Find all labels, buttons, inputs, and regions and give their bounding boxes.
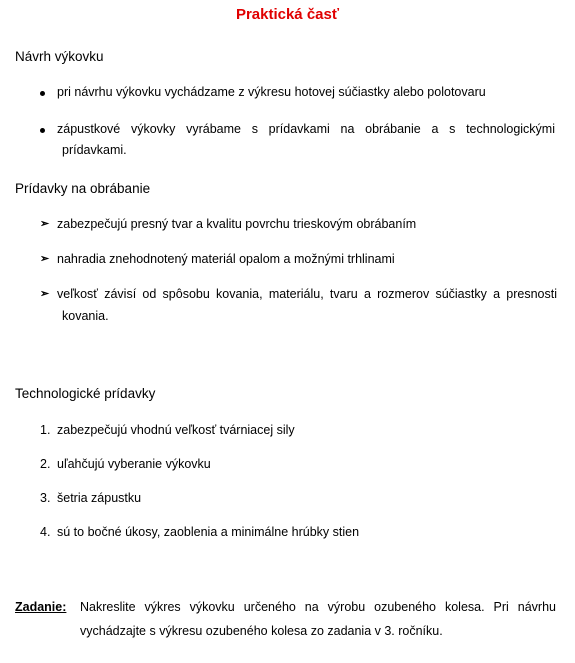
list-number: 4. xyxy=(40,525,51,539)
numbered-item: šetria zápustku xyxy=(57,491,142,505)
list-item: nahradia znehodnotený materiál opalom a možnými trhlinami xyxy=(57,252,395,266)
arrow-bullet-icon: ➢ xyxy=(40,218,50,230)
list-number: 1. xyxy=(40,423,51,437)
page-title: Praktická časť xyxy=(235,6,340,23)
list-number: 2. xyxy=(40,457,51,471)
list-item-continuation: kovania. xyxy=(62,309,109,323)
numbered-item: zabezpečujú vhodnú veľkosť tvárniacej sily xyxy=(57,423,295,437)
section-heading-navrh: Návrh výkovku xyxy=(15,49,104,64)
arrow-bullet-icon: ➢ xyxy=(40,253,50,265)
assignment-label: Zadanie: xyxy=(15,600,67,614)
numbered-item: sú to bočné úkosy, zaoblenia a minimálne hrúbky stien xyxy=(57,525,360,539)
numbered-item: uľahčujú vyberanie výkovku xyxy=(57,457,211,471)
list-item: zabezpečujú presný tvar a kvalitu povrchu trieskovým obrábaním xyxy=(57,217,417,231)
list-item-continuation: prídavkami. xyxy=(62,143,127,157)
assignment-text: Nakreslite výkres výkovku určeného na výrobu ozubeného kolesa. Pri návrhu xyxy=(80,600,556,614)
bullet-dot xyxy=(40,128,45,133)
list-item: veľkosť závisí od spôsobu kovania, materiálu, tvaru a rozmerov súčiastky a presnosti xyxy=(57,287,557,301)
bullet-dot xyxy=(40,91,45,96)
section-heading-pridavky: Prídavky na obrábanie xyxy=(15,181,151,196)
list-number: 3. xyxy=(40,491,51,505)
list-item: pri návrhu výkovku vychádzame z výkresu hotovej súčiastky alebo polotovaru xyxy=(57,85,486,99)
assignment-text-continuation: vychádzajte s výkresu ozubeného kolesa zo zadania v 3. ročníku. xyxy=(80,624,443,638)
section-heading-technologicke: Technologické prídavky xyxy=(15,386,156,401)
arrow-bullet-icon: ➢ xyxy=(40,288,50,300)
list-item: zápustkové výkovky vyrábame s prídavkami na obrábanie a s technologickými xyxy=(57,122,555,136)
